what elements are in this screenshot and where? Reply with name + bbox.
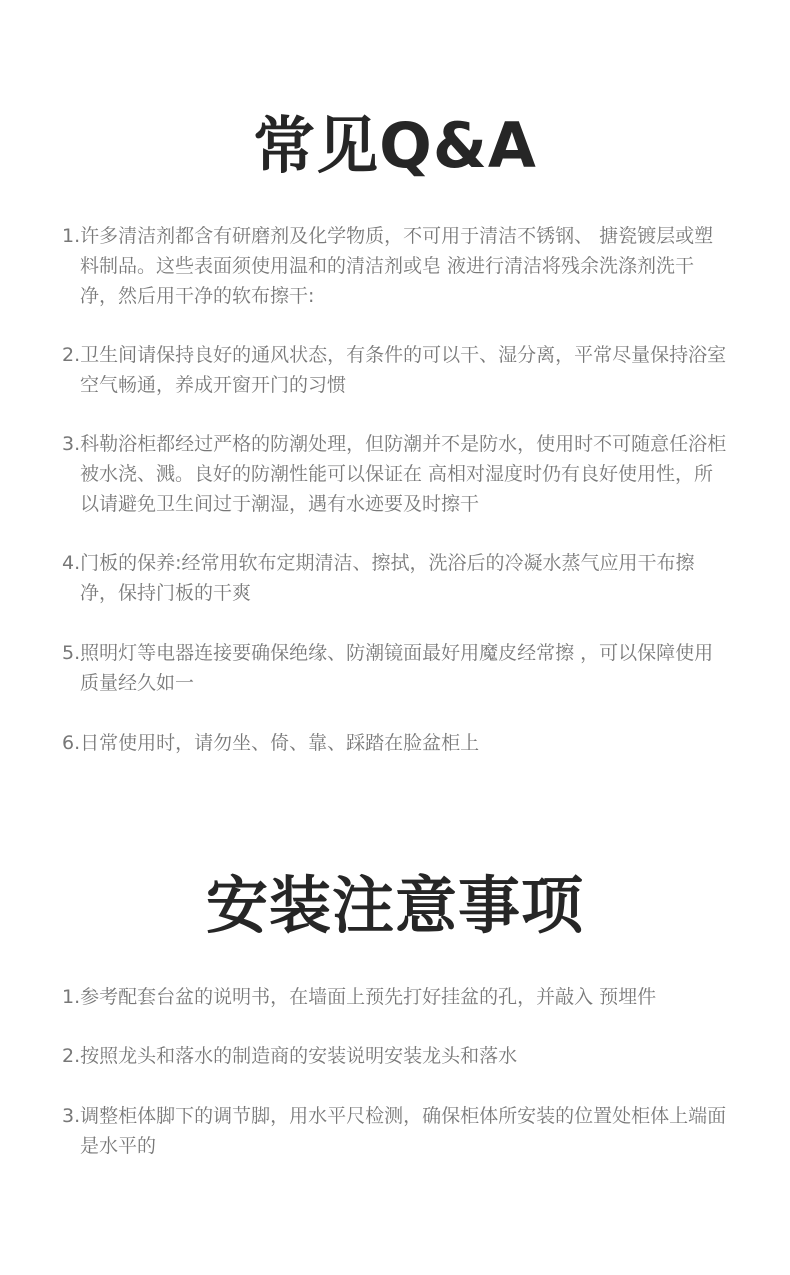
qa-item-4: 4.门板的保养:经常用软布定期清洁、擦拭，洗浴后的冷凝水蒸气应用干布擦净，保持门板的干爽	[62, 552, 695, 604]
qa-section-title: 常见Q&A	[253, 109, 537, 182]
install-item-2: 2.按照龙头和落水的制造商的安装说明安装龙头和落水	[62, 1045, 518, 1067]
qa-item-3: 3.科勒浴柜都经过严格的防潮处理，但防潮并不是防水，使用时不可随意任浴柜被水浇、溅。良好的防潮性能可以保证在 高相对湿度时仍有良好使用性，所以请避免卫生间过于潮湿，遇有水迹要及时擦干	[62, 433, 727, 515]
qa-item-5: 5.照明灯等电器连接要确保绝缘、防潮镜面最好用魔皮经常擦 ，可以保障使用质量经久如一	[62, 642, 714, 694]
install-item-3: 3.调整柜体脚下的调节脚，用水平尺检测，确保柜体所安装的位置处柜体上端面是水平的	[62, 1105, 727, 1157]
qa-item-1: 1.许多清洁剂都含有研磨剂及化学物质，不可用于清洁不锈钢、 搪瓷镀层或塑料制品。这些表面须使用温和的清洁剂或皂 液进行清洁将残余洗涤剂洗干净，然后用干净的软布擦干:	[62, 225, 714, 307]
qa-item-6: 6.日常使用时，请勿坐、倚、靠、踩踏在脸盆柜上	[62, 732, 480, 754]
qa-item-2: 2.卫生间请保持良好的通风状态，有条件的可以干、湿分离，平常尽量保持浴室空气畅通，养成开窗开门的习惯	[62, 344, 727, 396]
install-section-title: 安装注意事项	[205, 869, 584, 942]
install-item-1: 1.参考配套台盆的说明书，在墙面上预先打好挂盆的孔，并敲入 预埋件	[62, 986, 657, 1008]
